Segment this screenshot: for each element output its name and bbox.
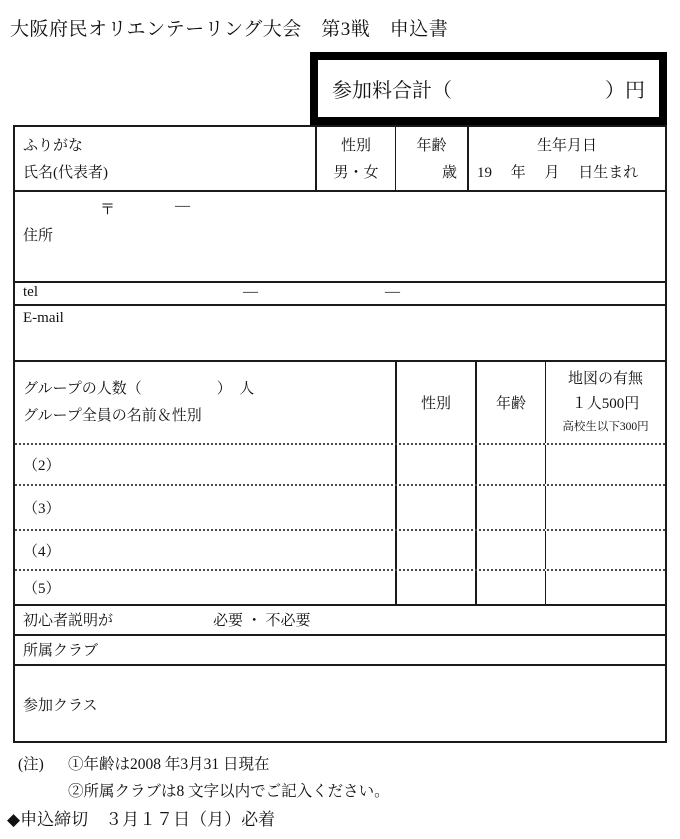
member-5-label: （5） [23, 581, 61, 597]
age-unit: 歳 [441, 165, 457, 181]
postal-mark: 〒 [100, 202, 116, 218]
member-row-3 [15, 486, 665, 531]
member-4-age-cell [475, 531, 545, 569]
member-row-4 [15, 531, 665, 571]
member-2-map-cell [545, 445, 665, 484]
birthdate-label: 生年月日 [536, 138, 597, 154]
page-title: 大阪府民オリエンテーリング大会 第3戦 申込書 [10, 19, 449, 40]
furigana-label: ふりがな [23, 138, 84, 154]
group-age-label: 年齢 [495, 396, 526, 412]
age-label: 年齢 [416, 138, 447, 154]
name-row [15, 127, 665, 192]
member-3-label: （3） [23, 501, 61, 517]
member-3-sex-cell [395, 486, 475, 529]
member-2-sex-cell [395, 445, 475, 484]
tel-dash-1: ― [243, 284, 258, 300]
member-5-age-cell [475, 571, 545, 604]
address-label: 住所 [23, 228, 54, 244]
beginner-briefing-row [15, 606, 665, 636]
tel-label: tel [23, 284, 38, 300]
member-5-name-cell [15, 571, 395, 604]
member-4-sex-cell [395, 531, 475, 569]
member-2-label: （2） [23, 458, 61, 474]
member-4-label: （4） [23, 543, 61, 560]
member-3-map-cell [545, 486, 665, 529]
beginner-briefing-label: 初心者説明が [23, 613, 114, 629]
email-label: E-mail [23, 310, 64, 326]
club-label: 所属クラブ [23, 643, 99, 659]
group-age-header [475, 362, 545, 443]
note-1: ①年齢は2008 年3月31 日現在 [68, 756, 270, 773]
sex-label: 性別 [340, 138, 371, 154]
fee-total-prefix: 参加料合計（ [332, 80, 452, 102]
birthdate-template: 19 年 月 日生まれ [477, 165, 639, 181]
group-count-label: グループの人数（ ） 人 [23, 381, 255, 397]
note-marker: (注) [18, 756, 44, 773]
form-table [13, 125, 667, 743]
group-sex-label: 性別 [420, 396, 451, 412]
address-row [15, 192, 665, 283]
name-cell [15, 127, 315, 190]
age-cell [395, 127, 467, 190]
group-info-cell [15, 362, 395, 443]
member-5-map-cell [545, 571, 665, 604]
sex-cell [315, 127, 395, 190]
note-2: ②所属クラブは8 文字以内でご記入ください。 [68, 783, 390, 800]
group-sex-header [395, 362, 475, 443]
fee-total-suffix: ）円 [605, 80, 645, 102]
club-row [15, 636, 665, 666]
member-row-2 [15, 445, 665, 486]
map-fee-label: １人500円 [571, 396, 640, 412]
map-fee-header [545, 362, 665, 443]
map-fee-student-label: 高校生以下300円 [562, 421, 649, 433]
group-header-row [15, 362, 665, 445]
member-3-name-cell [15, 486, 395, 529]
member-5-sex-cell [395, 571, 475, 604]
group-members-label: グループ全員の名前＆性別 [23, 408, 202, 424]
member-3-age-cell [475, 486, 545, 529]
class-label: 参加クラス [23, 698, 98, 714]
member-2-name-cell [15, 445, 395, 484]
fee-total-box [310, 52, 667, 125]
member-row-5 [15, 571, 665, 606]
member-4-name-cell [15, 531, 395, 569]
member-4-map-cell [545, 531, 665, 569]
name-label: 氏名(代表者) [23, 165, 108, 181]
sex-options: 男・女 [333, 165, 379, 181]
class-row [15, 666, 665, 741]
member-2-age-cell [475, 445, 545, 484]
tel-dash-2: ― [385, 284, 400, 300]
email-row [15, 306, 665, 362]
tel-row [15, 283, 665, 306]
map-availability-label: 地図の有無 [567, 371, 643, 387]
deadline-note: ◆申込締切 ３月１７日（月）必着 [7, 810, 276, 829]
beginner-briefing-options: 必要 ・ 不必要 [213, 613, 311, 629]
birthdate-cell [467, 127, 665, 190]
postal-dash: ― [175, 198, 190, 214]
